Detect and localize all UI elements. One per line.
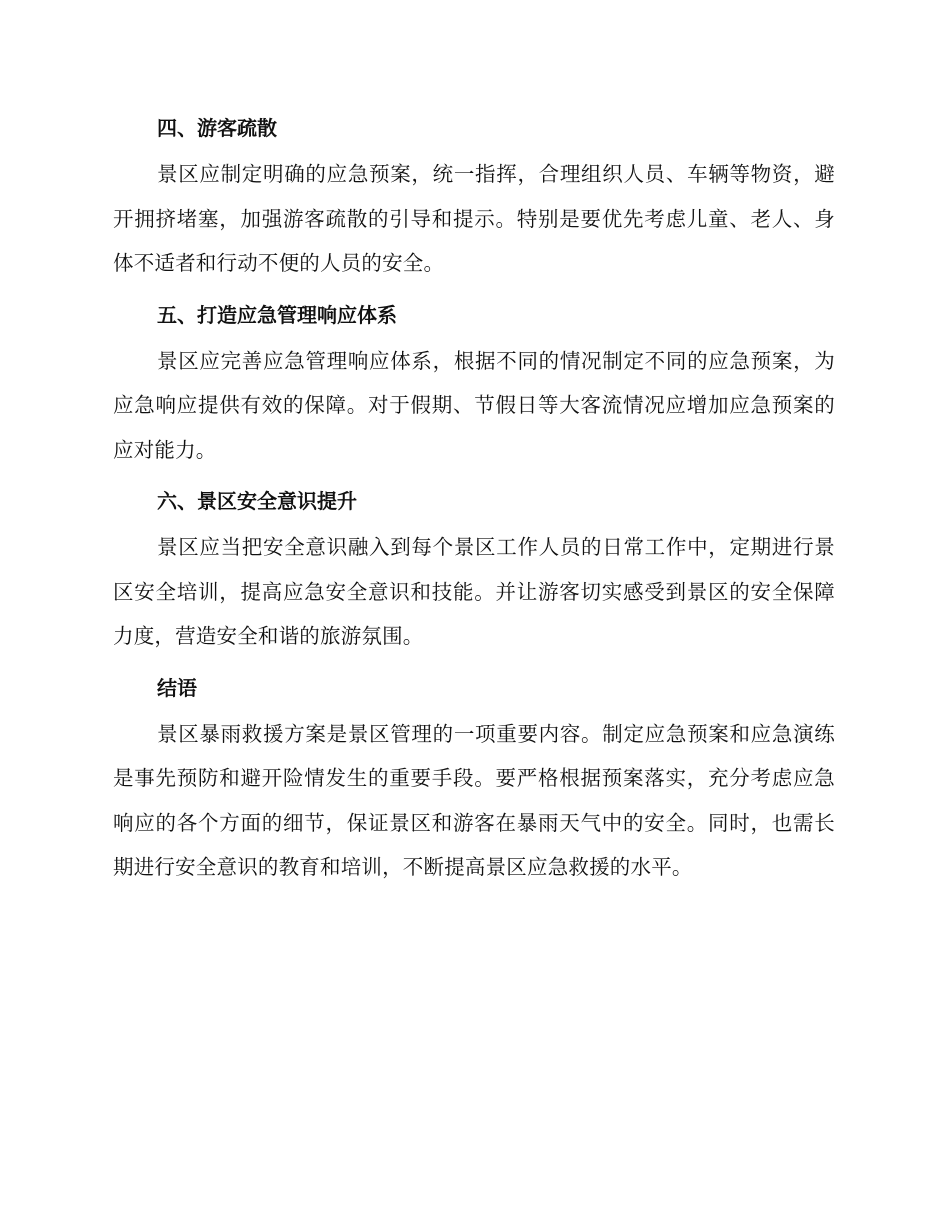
section-paragraph: 景区暴雨救援方案是景区管理的一项重要内容。制定应急预案和应急演练是事先预防和避开险情发生的重要手段。要严格根据预案落实，充分考虑应急响应的各个方面的细节，保证景区和游客在暴雨天气中的安全。同时，也需长期进行安全意识的教育和培训，不断提高景区应急救援的水平。: [113, 721, 835, 879]
section-paragraph: 景区应制定明确的应急预案，统一指挥，合理组织人员、车辆等物资，避开拥挤堵塞，加强游客疏散的引导和提示。特别是要优先考虑儿童、老人、身体不适者和行动不便的人员的安全。: [113, 162, 835, 275]
section-paragraph: 景区应完善应急管理响应体系，根据不同的情况制定不同的应急预案，为应急响应提供有效的保障。对于假期、节假日等大客流情况应增加应急预案的应对能力。: [113, 348, 835, 462]
section-heading: 六、景区安全意识提升: [157, 489, 357, 513]
section-tourist-evacuation: [113, 108, 835, 286]
document-body: [113, 108, 835, 899]
section-conclusion: [113, 668, 835, 890]
section-emergency-response-system: [113, 295, 835, 473]
section-heading: 五、打造应急管理响应体系: [157, 302, 397, 327]
section-heading: 结语: [157, 675, 197, 700]
section-paragraph: 景区应当把安全意识融入到每个景区工作人员的日常工作中，定期进行景区安全培训，提高应急安全意识和技能。并让游客切实感受到景区的安全保障力度，营造安全和谐的旅游氛围。: [113, 535, 835, 648]
section-heading: 四、游客疏散: [157, 116, 277, 140]
section-safety-awareness: [113, 481, 835, 659]
